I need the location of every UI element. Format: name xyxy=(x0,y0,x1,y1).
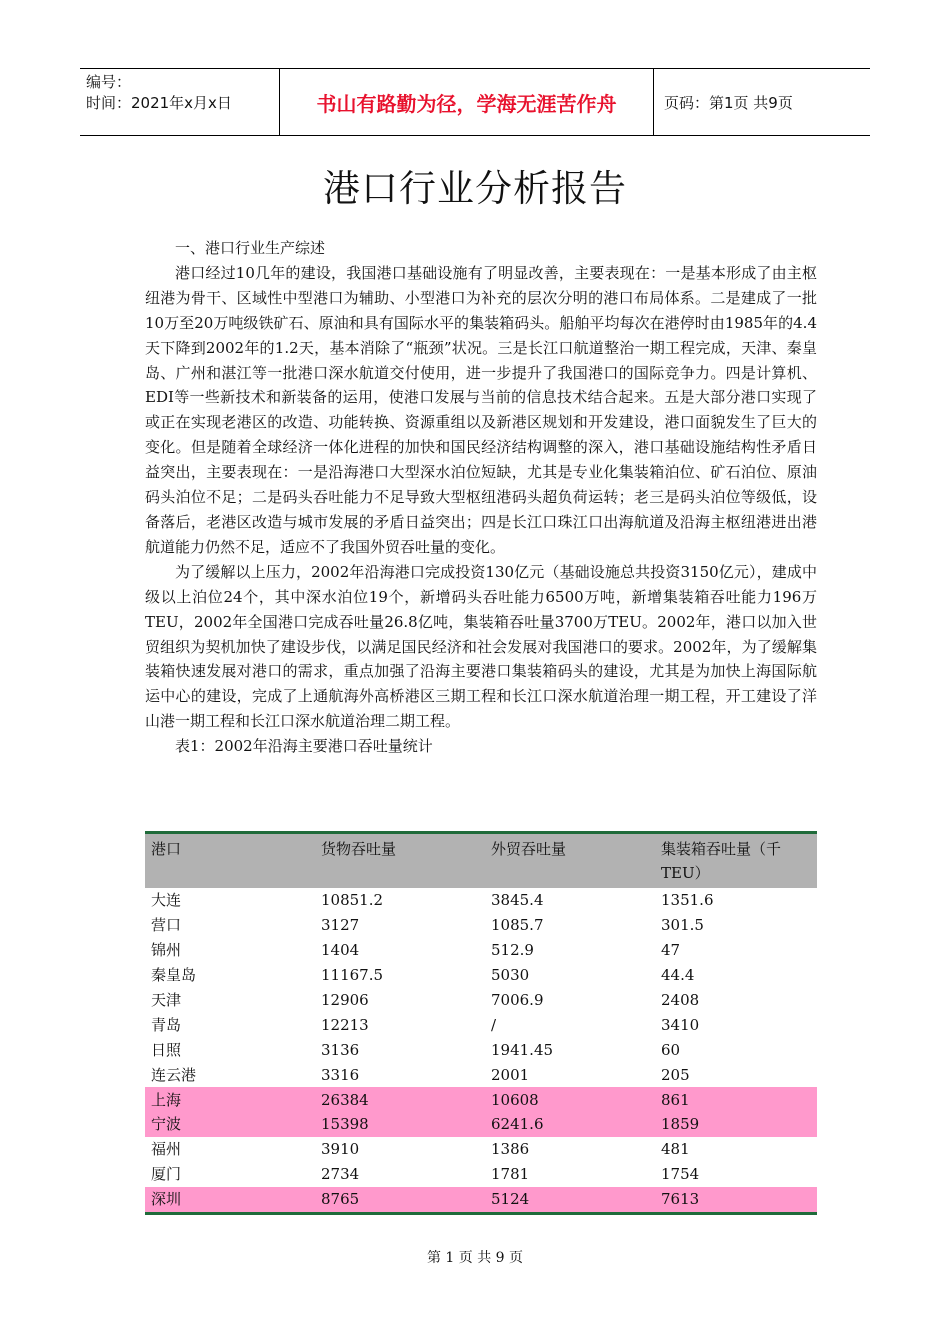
table-cell: 1404 xyxy=(321,941,360,960)
table-row xyxy=(145,963,817,988)
table-cell: 厦门 xyxy=(151,1165,182,1184)
table-caption: 表1：2002年沿海主要港口吞吐量统计 xyxy=(175,737,433,756)
table-row xyxy=(145,1187,817,1213)
table-row xyxy=(145,913,817,938)
table-cell: 205 xyxy=(661,1065,690,1084)
table-cell: 26384 xyxy=(315,1087,485,1112)
table-cell: 481 xyxy=(661,1140,690,1159)
table-cell: 10608 xyxy=(485,1087,655,1112)
table-row xyxy=(145,1062,817,1087)
table-cell: 5124 xyxy=(485,1187,655,1213)
table-cell: 大连 xyxy=(151,891,182,910)
table-cell: 日照 xyxy=(151,1040,182,1059)
header-port: 港口 xyxy=(145,833,315,889)
table-cell: 6241.6 xyxy=(485,1112,655,1137)
paragraph-1: 港口经过10几年的建设，我国港口基础设施有了明显改善，主要表现在：一是基本形成了由主枢纽港为骨干、区域性中型港口为辅助、小型港口为补充的层次分明的港口布局体系。二是建成了一批10万至20万吨级铁矿石、原油和具有国际水平的集装箱码头。船舶平均每次在港停时由1985年的4.4天下降到2002年的1.2天，基本消除了“瓶颈”状况。三是长江口航道整治一期工程完成，天津、秦皇岛、广州和湛江等一批港口深水航道交付使用，进一步提升了我国港口的国际竞争力。四是计算机、EDI等一些新技术和新装备的运用，使港口发展与当前的信息技术结合起来。五是大部分港口实现了或正在实现老港区的改造、功能转换、资源重组以及新港区规划和开发建设，港口面貌发生了巨大的变化。但是随着全球经济一体化进程的加快和国民经济结构调整的深入，港口基础设施结构性矛盾日益突出，主要表现在：一是沿海港口大型深水泊位短缺，尤其是专业化集装箱泊位、矿石泊位、原油码头泊位不足；二是码头吞吐能力不足导致大型枢纽港码头超负荷运转；老三是码头泊位等级低，设备落后，老港区改造与城市发展的矛盾日益突出；四是长江口珠江口出海航道及沿海主枢纽港进出港航道能力仍然不足，适应不了我国外贸吞吐量的变化。 xyxy=(145,263,817,556)
table-cell: 2408 xyxy=(661,991,700,1009)
port-throughput-table xyxy=(145,831,817,1215)
table-cell: 青岛 xyxy=(151,1015,182,1034)
header-motto: 书山有路勤为径，学海无涯苦作舟 xyxy=(280,69,654,135)
table-cell: 11167.5 xyxy=(321,966,384,985)
table-cell: 3845.4 xyxy=(491,891,544,910)
section-heading: 一、港口行业生产综述 xyxy=(175,239,326,257)
table-cell: 1859 xyxy=(655,1112,817,1137)
table-cell: 8765 xyxy=(315,1187,485,1213)
table-cell: 深圳 xyxy=(145,1187,315,1213)
table-cell: 47 xyxy=(661,941,681,960)
document-body xyxy=(145,236,817,759)
table-row xyxy=(145,988,817,1013)
table-cell: 营口 xyxy=(151,916,182,935)
table-cell: 1085.7 xyxy=(491,916,544,935)
table-row xyxy=(145,1037,817,1062)
table-cell: 福州 xyxy=(151,1140,182,1159)
table-cell: / xyxy=(491,1015,497,1034)
header-cargo: 货物吞吐量 xyxy=(315,833,485,889)
table-cell: 3410 xyxy=(661,1015,700,1034)
table-cell: 10851.2 xyxy=(321,891,384,910)
table-body xyxy=(145,888,817,1213)
document-date: 时间：2021年x月x日 xyxy=(86,94,232,112)
document-number: 编号： xyxy=(86,73,132,91)
page-header xyxy=(80,68,870,136)
table-row xyxy=(145,1137,817,1162)
header-foreign-trade: 外贸吞吐量 xyxy=(485,833,655,889)
header-meta xyxy=(80,69,280,135)
table-cell: 1386 xyxy=(491,1140,530,1159)
table-cell: 3127 xyxy=(321,916,360,935)
table-cell: 1781 xyxy=(491,1165,530,1184)
table-cell: 2001 xyxy=(491,1065,530,1084)
table-cell: 301.5 xyxy=(661,916,704,935)
table-row xyxy=(145,1112,817,1137)
table-cell: 60 xyxy=(661,1040,681,1059)
table-cell: 44.4 xyxy=(661,966,695,985)
table-cell: 上海 xyxy=(145,1087,315,1112)
table-row xyxy=(145,938,817,963)
table-cell: 3910 xyxy=(321,1140,360,1159)
table-header-row xyxy=(145,833,817,889)
table-cell: 7613 xyxy=(655,1187,817,1213)
document-title: 港口行业分析报告 xyxy=(323,167,627,210)
header-page-number: 页码：第1页 共9页 xyxy=(664,93,793,112)
table-cell: 861 xyxy=(655,1087,817,1112)
table-cell: 1351.6 xyxy=(661,891,714,910)
table-cell: 3316 xyxy=(321,1065,360,1084)
table-cell: 15398 xyxy=(315,1112,485,1137)
page-footer: 第 1 页 共 9 页 xyxy=(426,1250,524,1266)
table-row xyxy=(145,1012,817,1037)
table-cell: 宁波 xyxy=(145,1112,315,1137)
table-cell: 锦州 xyxy=(151,941,182,960)
table-cell: 连云港 xyxy=(151,1065,197,1084)
table-cell: 2734 xyxy=(321,1165,360,1184)
table-cell: 1941.45 xyxy=(491,1040,554,1059)
table-cell: 12906 xyxy=(321,991,369,1009)
table-cell: 12213 xyxy=(321,1015,369,1034)
table-cell: 3136 xyxy=(321,1040,360,1059)
table-cell: 512.9 xyxy=(491,941,534,960)
table-row xyxy=(145,1087,817,1112)
table-row xyxy=(145,1162,817,1187)
table-cell: 7006.9 xyxy=(491,991,544,1009)
table-cell: 天津 xyxy=(151,991,182,1009)
table-cell: 1754 xyxy=(661,1165,700,1184)
table-cell: 5030 xyxy=(491,966,530,985)
table-cell: 秦皇岛 xyxy=(151,966,197,985)
header-container: 集装箱吞吐量（千TEU） xyxy=(655,833,817,889)
paragraph-2: 为了缓解以上压力，2002年沿海港口完成投资130亿元（基础设施总共投资3150亿元），建成中级以上泊位24个，其中深水泊位19个，新增码头吞吐能力6500万吨，新增集装箱吞吐能力196万TEU，2002年全国港口完成吞吐量26.8亿吨，集装箱吞吐量3700万TEU。2002年，港口以加入世贸组织为契机加快了建设步伐，以满足国民经济和社会发展对我国港口的要求。2002年，为了缓解集装箱快速发展对港口的需求，重点加强了沿海主要港口集装箱码头的建设，尤其是为加快上海国际航运中心的建设，完成了上通航海外高桥港区三期工程和长江口深水航道治理一期工程，开工建设了洋山港一期工程和长江口深水航道治理二期工程。 xyxy=(145,562,817,731)
table-row xyxy=(145,888,817,913)
